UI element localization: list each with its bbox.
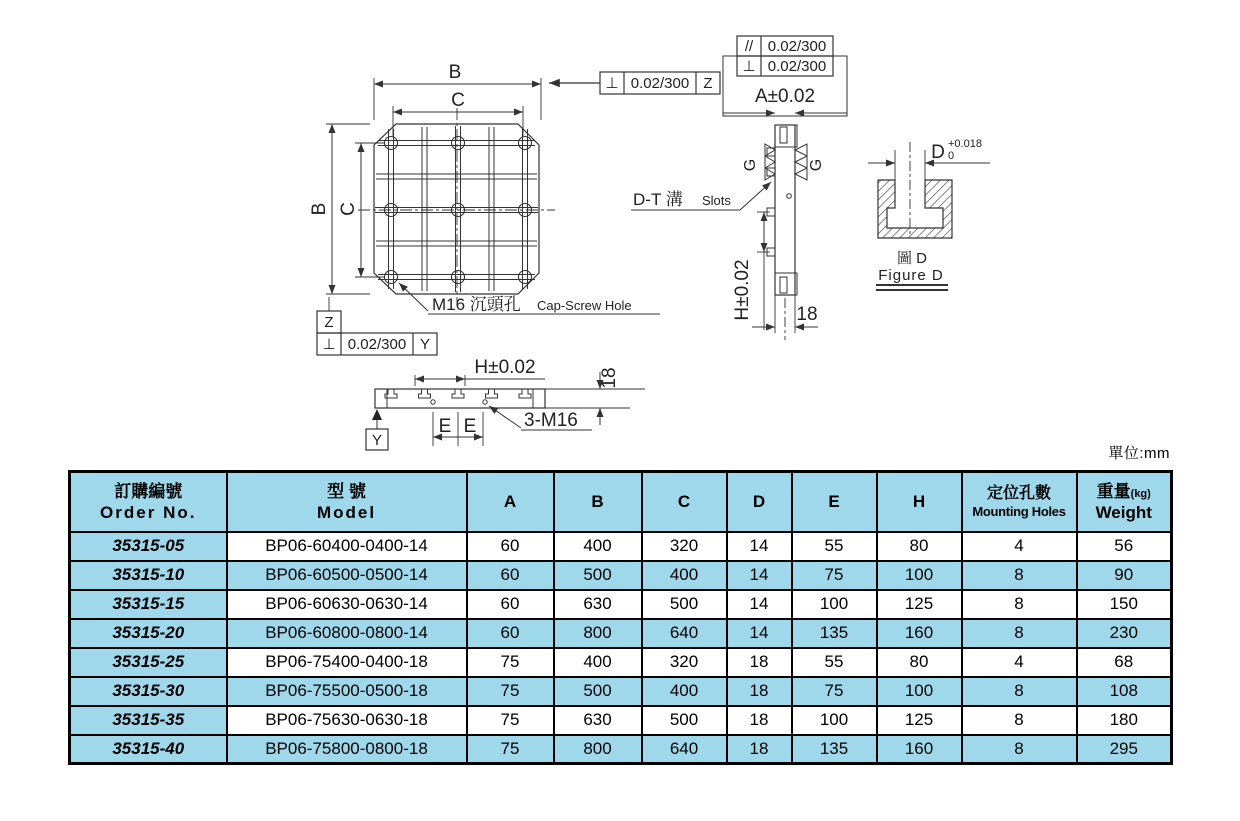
fig-d-caption-en: Figure D xyxy=(878,267,944,284)
cell-h: 80 xyxy=(877,648,962,677)
tol-perp-value: 0.02/300 xyxy=(767,58,827,75)
dim-a-label: A±0.02 xyxy=(754,86,816,107)
cell-b: 500 xyxy=(554,677,642,706)
cell-a: 60 xyxy=(467,532,554,561)
cell-weight: 295 xyxy=(1077,735,1172,764)
cell-c: 400 xyxy=(642,677,727,706)
col-header-weight: 重量(kg) Weight xyxy=(1077,472,1172,532)
cell-holes: 4 xyxy=(962,648,1077,677)
cell-holes: 8 xyxy=(962,590,1077,619)
cell-d: 18 xyxy=(727,648,792,677)
cell-d: 14 xyxy=(727,561,792,590)
cell-weight: 68 xyxy=(1077,648,1172,677)
cell-order_no: 35315-30 xyxy=(70,677,227,706)
dim-18-label: 18 xyxy=(599,367,620,389)
side-dim-h-label: H±0.02 xyxy=(732,259,753,321)
cell-h: 80 xyxy=(877,532,962,561)
fig-d-tol-dn: 0 xyxy=(948,150,955,162)
cell-model: BP06-60400-0400-14 xyxy=(227,532,467,561)
cell-e: 100 xyxy=(792,706,877,735)
cell-d: 14 xyxy=(727,532,792,561)
cell-e: 135 xyxy=(792,619,877,648)
tol-top-value: 0.02/300 xyxy=(630,75,690,92)
unit-label: 單位:mm xyxy=(1108,445,1170,462)
datum-z-label: Z xyxy=(324,314,334,331)
col-header-model: 型 號 Model xyxy=(227,472,467,532)
table-row xyxy=(70,735,1172,764)
cell-e: 75 xyxy=(792,561,877,590)
tol-par-value: 0.02/300 xyxy=(767,38,827,55)
cell-e: 75 xyxy=(792,677,877,706)
cell-model: BP06-75630-0630-18 xyxy=(227,706,467,735)
dim-h-label: H±0.02 xyxy=(474,357,536,378)
cell-d: 18 xyxy=(727,706,792,735)
slots-note-zh: D-T 溝 xyxy=(633,190,683,209)
dim-c-top-label: C xyxy=(451,90,465,111)
cell-c: 320 xyxy=(642,648,727,677)
figure-d-labels xyxy=(878,138,982,284)
cell-a: 60 xyxy=(467,590,554,619)
cell-holes: 8 xyxy=(962,677,1077,706)
cell-h: 125 xyxy=(877,706,962,735)
g-left-label: G xyxy=(742,158,759,172)
table-header-row xyxy=(70,472,1172,532)
slots-note-en: Slots xyxy=(702,193,731,208)
side-dim-18-label: 18 xyxy=(796,304,818,325)
table-row xyxy=(70,561,1172,590)
cell-order_no: 35315-40 xyxy=(70,735,227,764)
ground-finish-marks xyxy=(765,144,807,180)
cell-d: 14 xyxy=(727,590,792,619)
fig-d-dim: D xyxy=(931,142,945,163)
cell-b: 800 xyxy=(554,735,642,764)
tol-bot-value: 0.02/300 xyxy=(347,336,407,353)
cell-b: 500 xyxy=(554,561,642,590)
col-header-b: B xyxy=(554,472,642,532)
dim-b-top-label: B xyxy=(448,62,462,83)
col-header-d: D xyxy=(727,472,792,532)
cell-h: 125 xyxy=(877,590,962,619)
tol-par-symbol: // xyxy=(744,38,754,55)
cell-weight: 108 xyxy=(1077,677,1172,706)
cell-order_no: 35315-10 xyxy=(70,561,227,590)
cell-c: 640 xyxy=(642,735,727,764)
fig-d-caption-zh: 圖 D xyxy=(896,250,928,267)
cell-a: 75 xyxy=(467,648,554,677)
cell-c: 320 xyxy=(642,532,727,561)
col-header-h: H xyxy=(877,472,962,532)
dim-e2-label: E xyxy=(463,416,477,437)
bottom-view-labels xyxy=(372,357,620,449)
cell-a: 60 xyxy=(467,561,554,590)
tol-perp-symbol: ⊥ xyxy=(742,58,756,75)
col-header-mounting-holes: 定位孔數 Mounting Holes xyxy=(962,472,1077,532)
table-row xyxy=(70,648,1172,677)
cell-c: 640 xyxy=(642,619,727,648)
cell-b: 800 xyxy=(554,619,642,648)
cell-b: 400 xyxy=(554,532,642,561)
dim-b-left-label: B xyxy=(309,202,330,216)
cell-b: 630 xyxy=(554,706,642,735)
cell-holes: 8 xyxy=(962,706,1077,735)
cell-c: 500 xyxy=(642,706,727,735)
t-slot-section xyxy=(878,180,952,238)
cell-h: 100 xyxy=(877,677,962,706)
table-row xyxy=(70,532,1172,561)
cell-order_no: 35315-35 xyxy=(70,706,227,735)
tol-bot-symbol: ⊥ xyxy=(322,336,336,353)
cell-model: BP06-60800-0800-14 xyxy=(227,619,467,648)
cell-weight: 230 xyxy=(1077,619,1172,648)
cell-a: 75 xyxy=(467,735,554,764)
cell-order_no: 35315-15 xyxy=(70,590,227,619)
tol-bot-datum: Y xyxy=(419,336,431,353)
cell-model: BP06-60630-0630-14 xyxy=(227,590,467,619)
cell-weight: 150 xyxy=(1077,590,1172,619)
g-right-label: G xyxy=(808,158,825,172)
cell-holes: 8 xyxy=(962,561,1077,590)
cell-model: BP06-60500-0500-14 xyxy=(227,561,467,590)
cell-d: 18 xyxy=(727,677,792,706)
col-header-e: E xyxy=(792,472,877,532)
cell-a: 75 xyxy=(467,677,554,706)
cell-order_no: 35315-25 xyxy=(70,648,227,677)
table-row xyxy=(70,706,1172,735)
cell-order_no: 35315-20 xyxy=(70,619,227,648)
cell-c: 500 xyxy=(642,590,727,619)
datum-y-label: Y xyxy=(371,432,383,449)
dim-e1-label: E xyxy=(438,416,452,437)
table-row xyxy=(70,590,1172,619)
table-row xyxy=(70,677,1172,706)
cell-e: 135 xyxy=(792,735,877,764)
cell-a: 75 xyxy=(467,706,554,735)
cell-c: 400 xyxy=(642,561,727,590)
spec-table xyxy=(68,470,1173,765)
cell-weight: 56 xyxy=(1077,532,1172,561)
cell-b: 400 xyxy=(554,648,642,677)
cell-h: 160 xyxy=(877,735,962,764)
col-header-c: C xyxy=(642,472,727,532)
dim-c-left-label: C xyxy=(338,202,359,216)
cell-h: 100 xyxy=(877,561,962,590)
thread-note: 3-M16 xyxy=(524,410,578,431)
tol-top-datum: Z xyxy=(703,75,713,92)
col-header-order: 訂購編號 Order No. xyxy=(70,472,227,532)
cell-holes: 8 xyxy=(962,619,1077,648)
cell-model: BP06-75800-0800-18 xyxy=(227,735,467,764)
cell-e: 100 xyxy=(792,590,877,619)
cell-model: BP06-75400-0400-18 xyxy=(227,648,467,677)
cell-weight: 90 xyxy=(1077,561,1172,590)
cell-holes: 4 xyxy=(962,532,1077,561)
cell-model: BP06-75500-0500-18 xyxy=(227,677,467,706)
cell-b: 630 xyxy=(554,590,642,619)
col-header-a: A xyxy=(467,472,554,532)
cell-e: 55 xyxy=(792,532,877,561)
cap-screw-note-zh: M16 沉頭孔 xyxy=(432,295,521,314)
cell-d: 18 xyxy=(727,735,792,764)
table-row xyxy=(70,619,1172,648)
tol-top-symbol: ⊥ xyxy=(605,75,619,92)
cell-d: 14 xyxy=(727,619,792,648)
fig-d-tol-up: +0.018 xyxy=(948,138,982,150)
cell-order_no: 35315-05 xyxy=(70,532,227,561)
cap-screw-note-en: Cap-Screw Hole xyxy=(537,298,632,313)
cell-a: 60 xyxy=(467,619,554,648)
cell-e: 55 xyxy=(792,648,877,677)
cell-holes: 8 xyxy=(962,735,1077,764)
cell-h: 160 xyxy=(877,619,962,648)
cell-weight: 180 xyxy=(1077,706,1172,735)
